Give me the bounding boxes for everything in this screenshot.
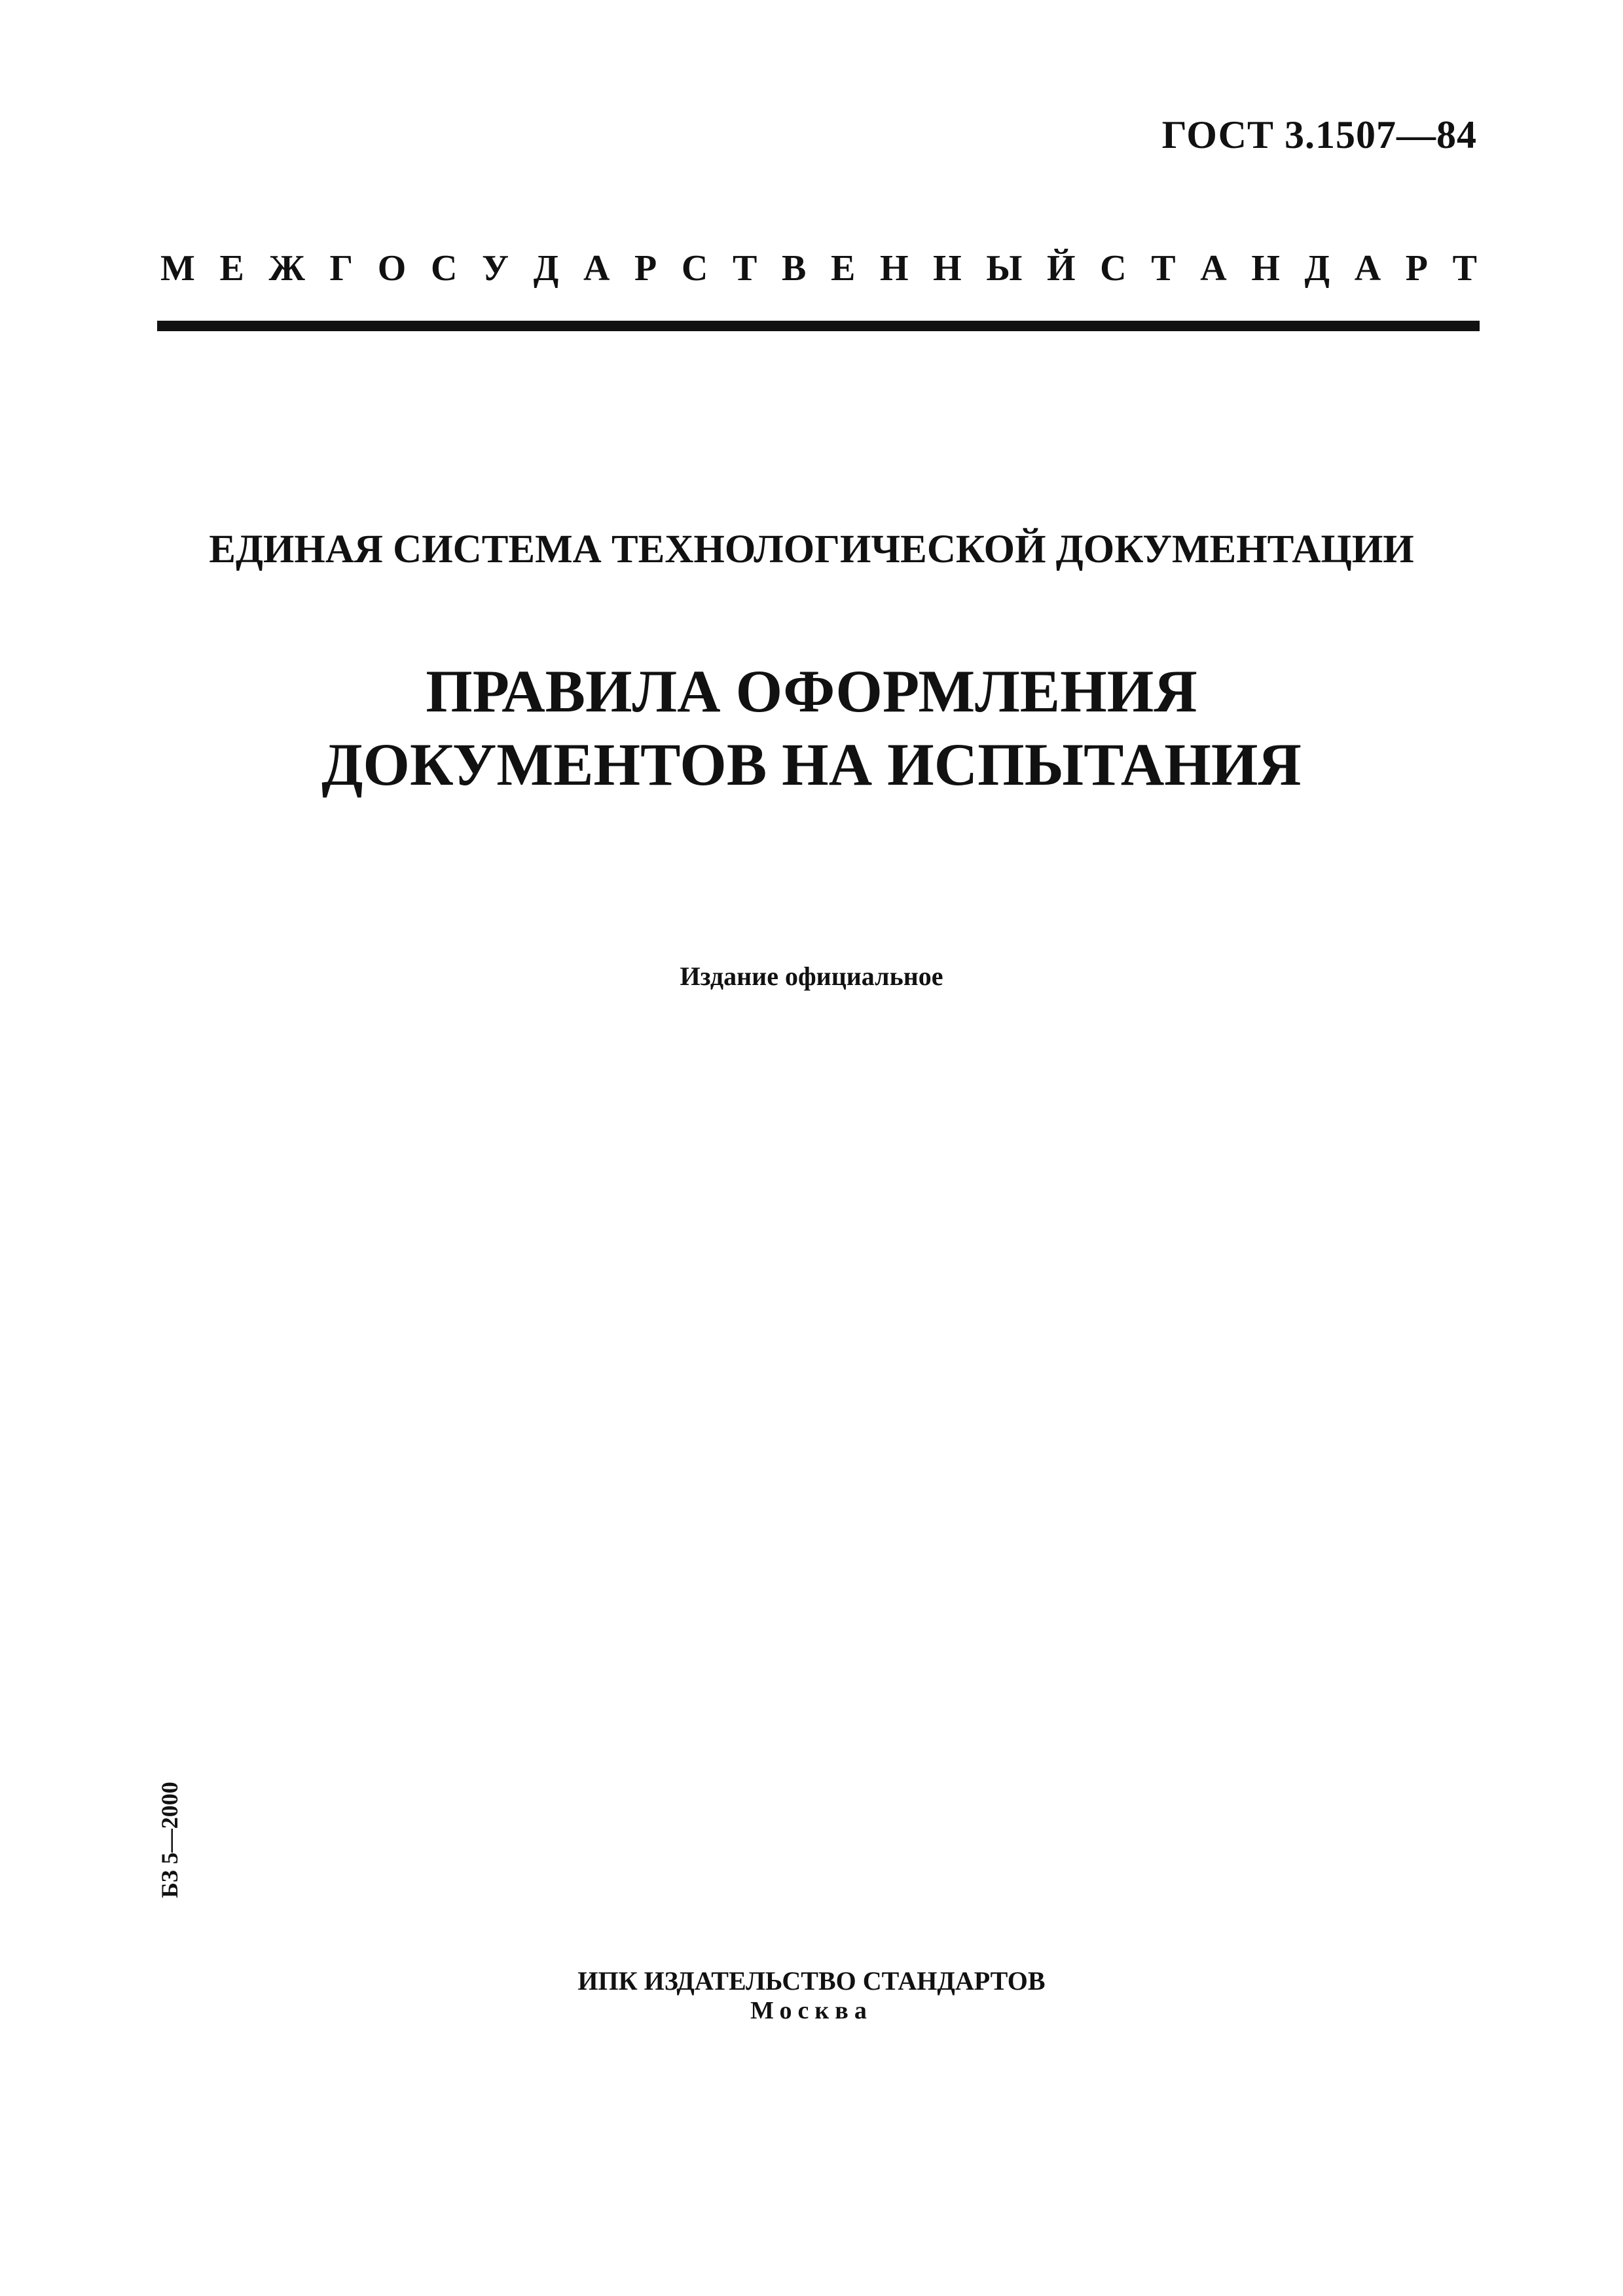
main-title-line-1: ПРАВИЛА ОФОРМЛЕНИЯ: [426, 658, 1197, 725]
gost-code: ГОСТ 3.1507—84: [1161, 113, 1477, 156]
publisher: ИПК ИЗДАТЕЛЬСТВО СТАНДАРТОВ: [577, 1966, 1046, 1996]
main-title: [0, 655, 1623, 801]
city: Москва: [750, 1997, 873, 2024]
header-rule: [157, 321, 1480, 331]
system-title: ЕДИНАЯ СИСТЕМА ТЕХНОЛОГИЧЕСКОЙ ДОКУМЕНТАЦИИ: [209, 528, 1414, 571]
standard-kind-heading: М Е Ж Г О С У Д А Р С Т В Е Н Н Ы Й С Т А Н Д А Р Т: [160, 248, 1477, 289]
edition-label: Издание официальное: [680, 961, 943, 991]
main-title-line-2: ДОКУМЕНТОВ НА ИСПЫТАНИЯ: [321, 731, 1302, 798]
side-code: БЗ 5—2000: [156, 1782, 183, 1898]
